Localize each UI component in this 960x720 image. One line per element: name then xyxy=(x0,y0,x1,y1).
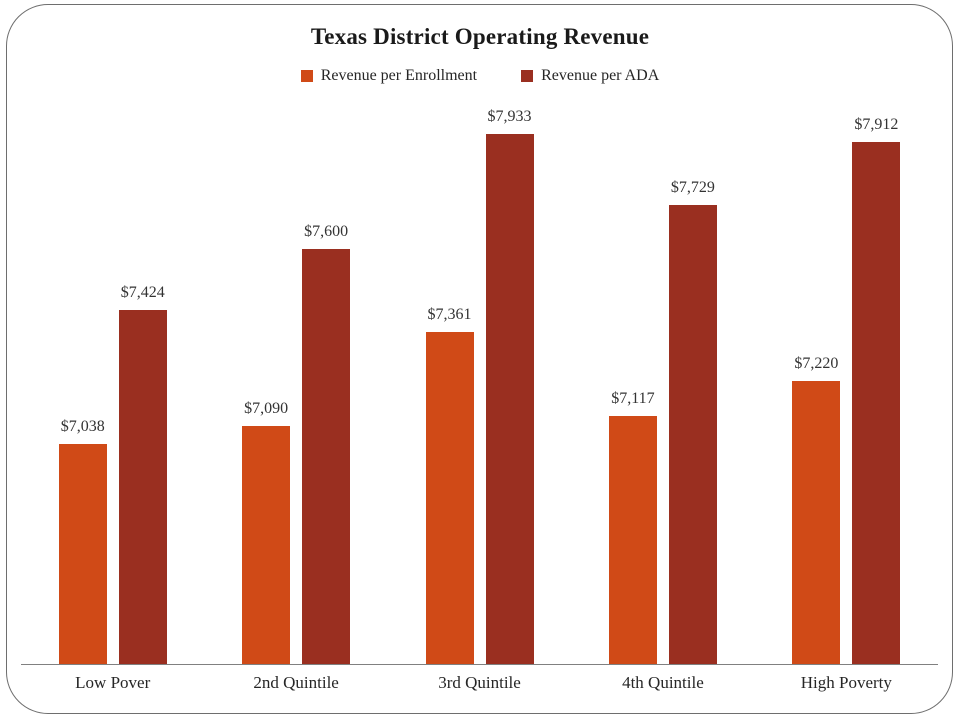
x-axis-line xyxy=(21,664,938,665)
x-axis-labels xyxy=(21,673,938,693)
bar-value-label: $7,220 xyxy=(794,355,839,372)
bar-wrap xyxy=(119,42,167,664)
bar xyxy=(669,205,717,664)
bar-value-label: $7,424 xyxy=(120,284,165,301)
legend-label: Revenue per Enrollment xyxy=(320,67,478,84)
bar xyxy=(852,142,900,664)
bar-value-label: $7,361 xyxy=(427,306,472,323)
legend-label: Revenue per ADA xyxy=(541,67,660,84)
x-axis-category-label: 3rd Quintile xyxy=(438,673,521,692)
bar-wrap xyxy=(486,42,534,664)
bar-wrap xyxy=(59,42,107,664)
x-axis-category-label: 2nd Quintile xyxy=(253,673,339,692)
bar-wrap xyxy=(669,42,717,664)
bar xyxy=(426,332,474,664)
bar xyxy=(609,416,657,664)
bar-wrap xyxy=(792,42,840,664)
bar-value-label: $7,600 xyxy=(304,223,349,240)
x-axis-category-label: Low Pover xyxy=(75,673,151,692)
bar-value-label: $7,090 xyxy=(244,400,289,417)
bar-value-label: $7,117 xyxy=(611,390,655,407)
x-axis-category-label: High Poverty xyxy=(800,673,892,692)
bar xyxy=(486,134,534,664)
bar-group xyxy=(388,42,571,664)
bar-group xyxy=(21,42,204,664)
chart-title: Texas District Operating Revenue xyxy=(310,24,650,49)
bar-wrap xyxy=(852,42,900,664)
bar xyxy=(59,444,107,664)
bar-wrap xyxy=(302,42,350,664)
bar-group xyxy=(755,42,938,664)
x-axis-category-label: 4th Quintile xyxy=(622,673,704,692)
bar-wrap xyxy=(242,42,290,664)
plot-area xyxy=(21,42,938,664)
bar xyxy=(119,310,167,664)
bar-value-label: $7,038 xyxy=(60,418,105,435)
bar-group xyxy=(204,42,387,664)
bar-wrap xyxy=(426,42,474,664)
bar-value-label: $7,933 xyxy=(487,108,532,125)
bar-value-label: $7,729 xyxy=(670,179,715,196)
bar xyxy=(242,426,290,664)
bar xyxy=(302,249,350,664)
bar-wrap xyxy=(609,42,657,664)
bar-group xyxy=(571,42,754,664)
bar xyxy=(792,381,840,664)
bar-value-label: $7,912 xyxy=(854,116,899,133)
